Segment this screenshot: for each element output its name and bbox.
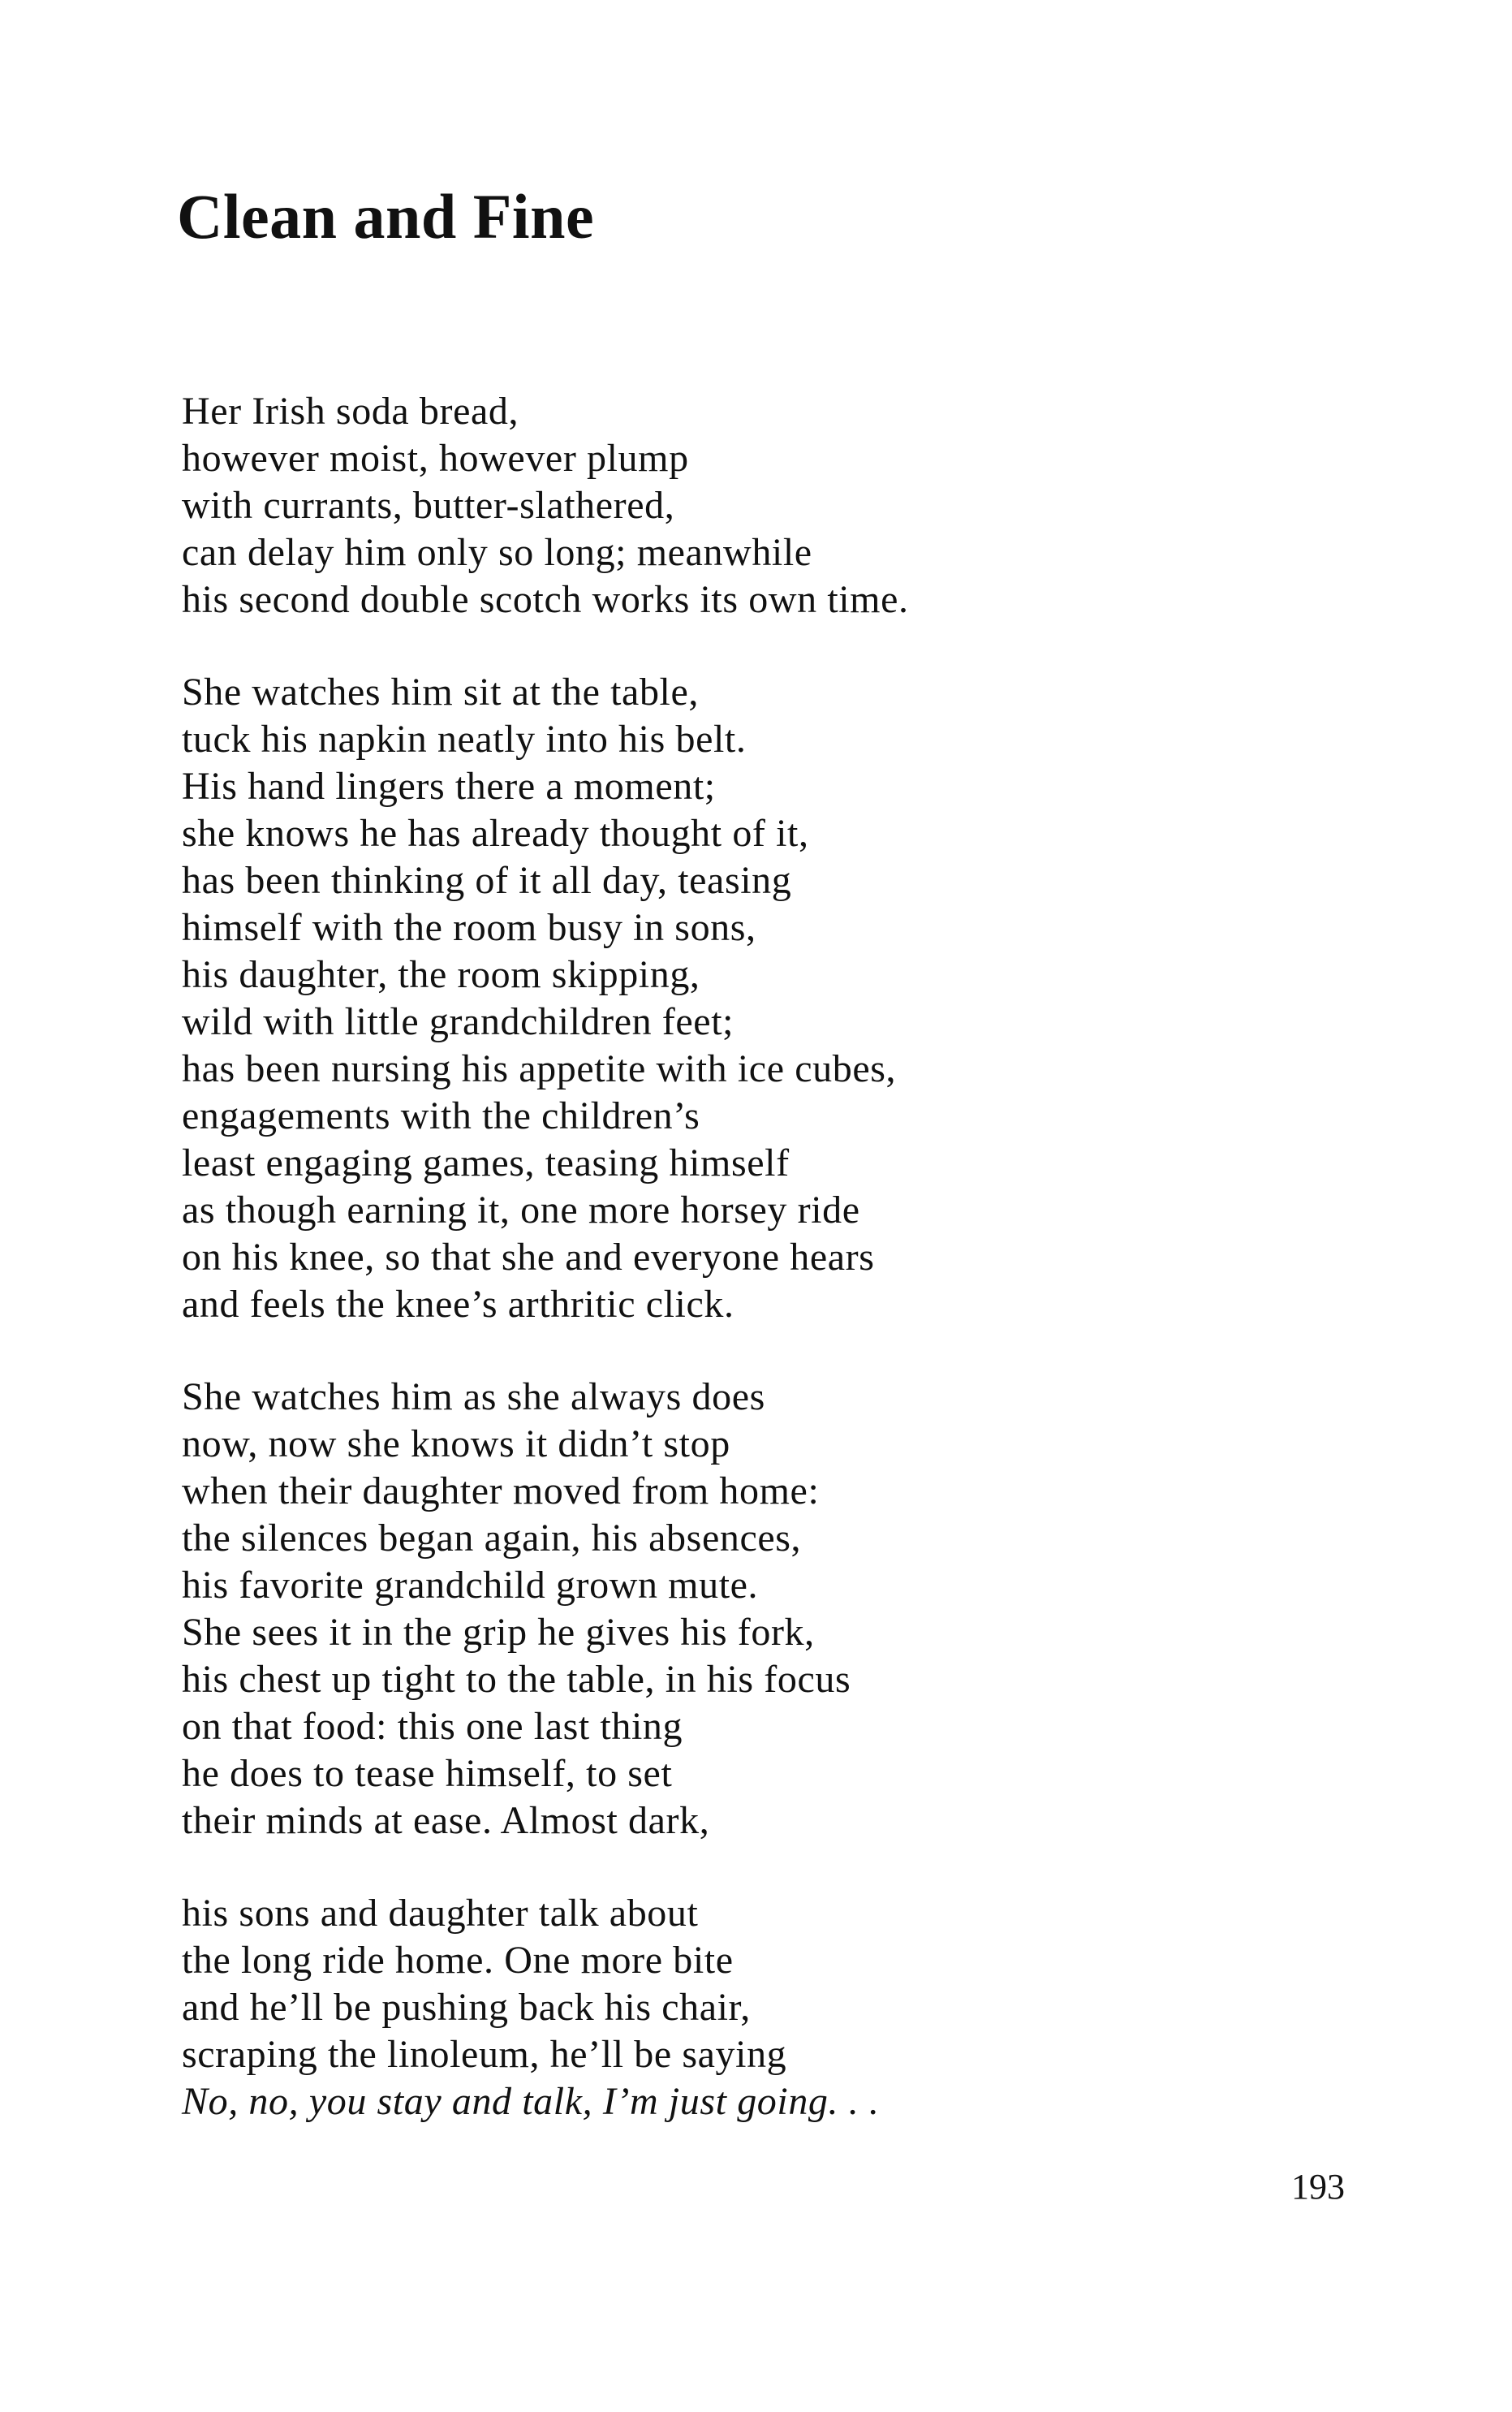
poem-line: has been nursing his appetite with ice cubes, <box>182 1047 897 1090</box>
poem-line: She sees it in the grip he gives his fork, <box>182 1611 815 1654</box>
stanza <box>182 388 1318 623</box>
poem-line: on his knee, so that she and everyone hears <box>182 1236 875 1279</box>
poem-line: least engaging games, teasing himself <box>182 1141 790 1184</box>
poem-line: on that food: this one last thing <box>182 1705 683 1748</box>
poem-line: as though earning it, one more horsey ride <box>182 1189 860 1232</box>
page-number: 193 <box>1291 2167 1345 2207</box>
poem-line: his daughter, the room skipping, <box>182 953 700 996</box>
poem-line: his chest up tight to the table, in his focus <box>182 1658 851 1701</box>
poem-line: She watches him as she always does <box>182 1375 765 1418</box>
poem-line: his sons and daughter talk about <box>182 1892 699 1935</box>
poem-line: their minds at ease. Almost dark, <box>182 1799 710 1842</box>
poem-line: the silences began again, his absences, <box>182 1517 802 1560</box>
poem-line: with currants, butter-slathered, <box>182 484 675 527</box>
poem-line: and feels the knee’s arthritic click. <box>182 1283 734 1326</box>
poem-line: his favorite grandchild grown mute. <box>182 1564 759 1607</box>
poem-line: himself with the room busy in sons, <box>182 906 756 949</box>
poem-line: engagements with the children’s <box>182 1094 700 1137</box>
poem-line: has been thinking of it all day, teasing <box>182 859 792 902</box>
poem-line: can delay him only so long; meanwhile <box>182 531 812 574</box>
poem-line: now, now she knows it didn’t stop <box>182 1422 730 1465</box>
poem-line: She watches him sit at the table, <box>182 671 699 714</box>
stanza <box>182 1374 1318 1845</box>
poem-line: she knows he has already thought of it, <box>182 812 809 855</box>
poem-line: the long ride home. One more bite <box>182 1939 734 1982</box>
poem-line: his second double scotch works its own time. <box>182 578 909 621</box>
poem-line: No, no, you stay and talk, I’m just going. . . <box>182 2080 880 2123</box>
poem-line: Her Irish soda bread, <box>182 390 519 433</box>
poem-line: he does to tease himself, to set <box>182 1752 673 1795</box>
poem-body <box>182 388 1318 2171</box>
poem-line: wild with little grandchildren feet; <box>182 1000 734 1043</box>
stanza <box>182 1890 1318 2125</box>
poem-line: scraping the linoleum, he’ll be saying <box>182 2033 787 2076</box>
poem-line: and he’ll be pushing back his chair, <box>182 1986 751 2029</box>
poem-line: however moist, however plump <box>182 437 689 480</box>
poem-title: Clean and Fine <box>177 181 595 252</box>
stanza <box>182 669 1318 1328</box>
poem-line: when their daughter moved from home: <box>182 1469 820 1512</box>
poem-line: His hand lingers there a moment; <box>182 765 716 808</box>
poem-line: tuck his napkin neatly into his belt. <box>182 718 747 761</box>
